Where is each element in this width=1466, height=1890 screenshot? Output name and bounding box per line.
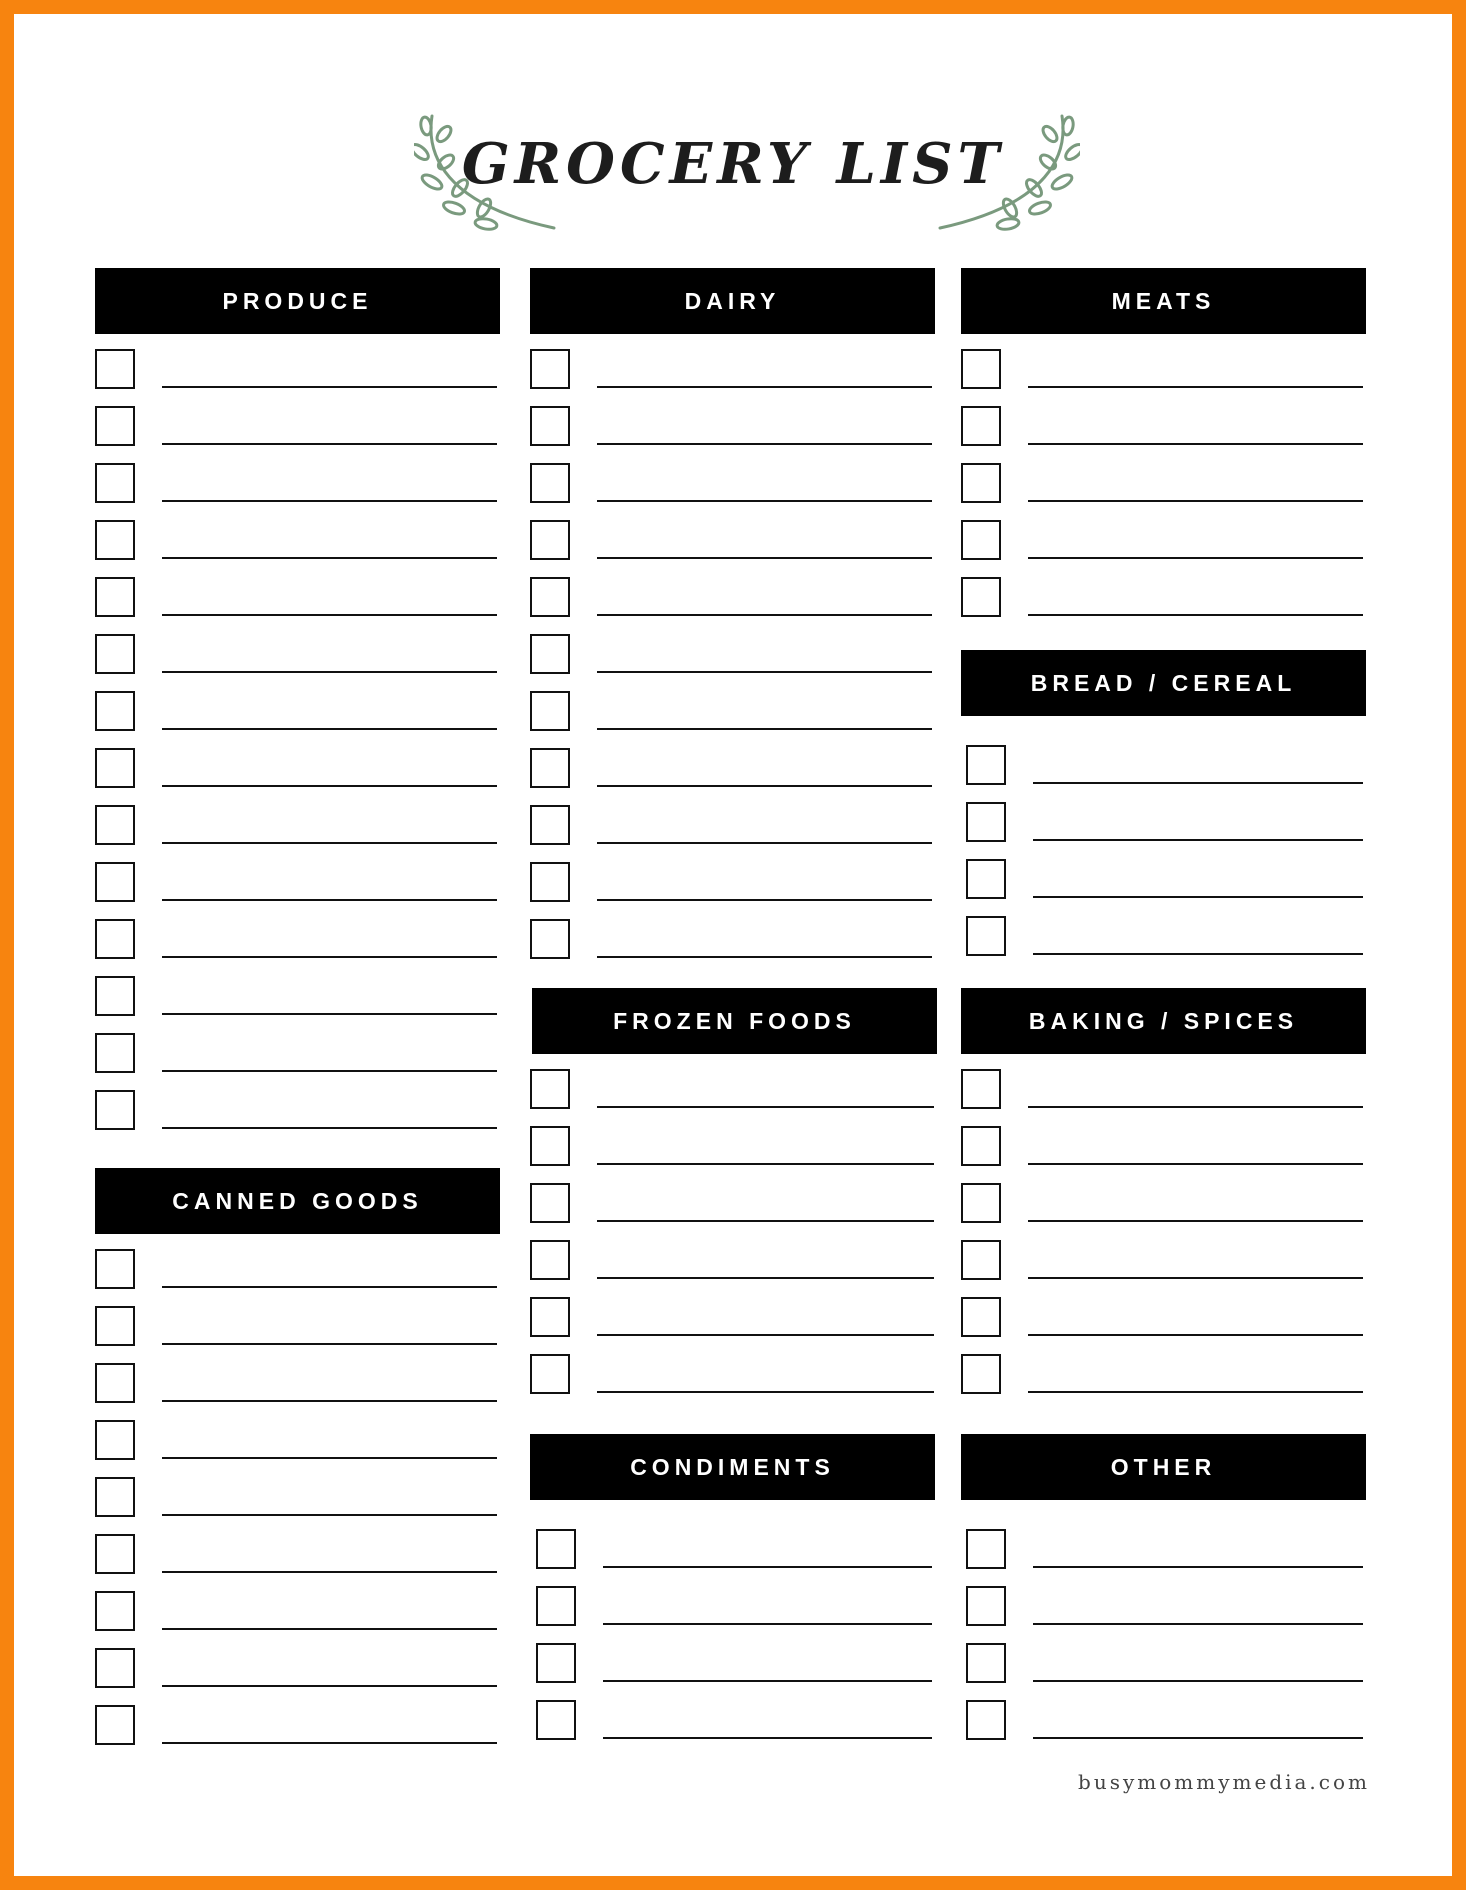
checkbox[interactable] (95, 1534, 135, 1574)
write-in-line[interactable] (162, 728, 497, 730)
write-in-line[interactable] (162, 1013, 497, 1015)
checkbox[interactable] (530, 1069, 570, 1109)
list-item (961, 1115, 1366, 1172)
write-in-line[interactable] (1033, 839, 1363, 841)
list-item (536, 1518, 935, 1575)
list-item (530, 1172, 937, 1229)
list-item (530, 452, 935, 509)
list-item (966, 734, 1366, 791)
write-in-line[interactable] (162, 1742, 497, 1744)
checkbox[interactable] (530, 1240, 570, 1280)
write-in-line[interactable] (1033, 1737, 1363, 1739)
checkbox[interactable] (536, 1586, 576, 1626)
checkbox[interactable] (961, 520, 1001, 560)
checkbox[interactable] (966, 1529, 1006, 1569)
write-in-line[interactable] (1028, 500, 1363, 502)
list-item (95, 566, 500, 623)
list-item (530, 1286, 937, 1343)
checkbox[interactable] (961, 1297, 1001, 1337)
list-item (961, 452, 1366, 509)
checkbox[interactable] (95, 634, 135, 674)
section-header: PRODUCE (95, 268, 500, 334)
write-in-line[interactable] (1033, 953, 1363, 955)
checkbox[interactable] (536, 1643, 576, 1683)
write-in-line[interactable] (1028, 1220, 1363, 1222)
list-item (966, 1689, 1366, 1746)
write-in-line[interactable] (603, 1623, 932, 1625)
write-in-line[interactable] (162, 1514, 497, 1516)
checkbox[interactable] (530, 634, 570, 674)
list-item (95, 908, 500, 965)
checkbox[interactable] (961, 406, 1001, 446)
list-item (961, 1229, 1366, 1286)
checkbox[interactable] (530, 1297, 570, 1337)
section-meats (961, 268, 1366, 623)
write-in-line[interactable] (162, 671, 497, 673)
list-item (95, 452, 500, 509)
list-item (961, 1286, 1366, 1343)
section-canned-goods (95, 1168, 500, 1751)
checkbox[interactable] (95, 1090, 135, 1130)
write-in-line[interactable] (1028, 1163, 1363, 1165)
checkbox[interactable] (530, 520, 570, 560)
list-item (95, 509, 500, 566)
checkbox[interactable] (95, 976, 135, 1016)
list-item (95, 1466, 500, 1523)
list-item (966, 905, 1366, 962)
list-item (530, 851, 935, 908)
write-in-line[interactable] (597, 386, 932, 388)
checkbox[interactable] (530, 748, 570, 788)
checkbox[interactable] (530, 1126, 570, 1166)
write-in-line[interactable] (162, 500, 497, 502)
checkbox[interactable] (530, 463, 570, 503)
list-item (95, 338, 500, 395)
checkbox[interactable] (95, 1033, 135, 1073)
write-in-line[interactable] (162, 1127, 497, 1129)
list-item (530, 509, 935, 566)
checkbox[interactable] (961, 349, 1001, 389)
list-item (961, 338, 1366, 395)
checkbox[interactable] (961, 463, 1001, 503)
checkbox[interactable] (530, 919, 570, 959)
section-header: DAIRY (530, 268, 935, 334)
list-item (966, 791, 1366, 848)
checkbox[interactable] (95, 862, 135, 902)
list-item (95, 1694, 500, 1751)
checkbox[interactable] (961, 1240, 1001, 1280)
checkbox[interactable] (95, 463, 135, 503)
write-in-line[interactable] (1033, 1680, 1363, 1682)
checkbox[interactable] (966, 1643, 1006, 1683)
write-in-line[interactable] (597, 785, 932, 787)
write-in-line[interactable] (603, 1680, 932, 1682)
write-in-line[interactable] (597, 842, 932, 844)
list-item (966, 1518, 1366, 1575)
section-header: MEATS (961, 268, 1366, 334)
write-in-line[interactable] (1028, 386, 1363, 388)
checkbox[interactable] (95, 406, 135, 446)
laurel-branch-icon (930, 104, 1080, 244)
checkbox[interactable] (536, 1700, 576, 1740)
list-item (95, 1295, 500, 1352)
write-in-line[interactable] (597, 443, 932, 445)
write-in-line[interactable] (162, 1343, 497, 1345)
write-in-line[interactable] (597, 671, 932, 673)
checkbox[interactable] (95, 1420, 135, 1460)
list-item (95, 1238, 500, 1295)
checkbox[interactable] (530, 406, 570, 446)
write-in-line[interactable] (162, 1070, 497, 1072)
write-in-line[interactable] (162, 1571, 497, 1573)
write-in-line[interactable] (1033, 782, 1363, 784)
write-in-line[interactable] (1028, 1391, 1363, 1393)
checkbox[interactable] (95, 1363, 135, 1403)
list-item (530, 338, 935, 395)
list-item (530, 794, 935, 851)
list-item (95, 1409, 500, 1466)
list-item (961, 1172, 1366, 1229)
write-in-line[interactable] (1033, 896, 1363, 898)
write-in-line[interactable] (1033, 1566, 1363, 1568)
checkbox[interactable] (536, 1529, 576, 1569)
list-item (961, 509, 1366, 566)
write-in-line[interactable] (162, 1286, 497, 1288)
write-in-line[interactable] (1033, 1623, 1363, 1625)
write-in-line[interactable] (162, 1685, 497, 1687)
list-item (530, 395, 935, 452)
checkbox[interactable] (530, 577, 570, 617)
section-bread-cereal (961, 650, 1366, 962)
footer-website: busymommymedia.com (1078, 1770, 1370, 1794)
list-item (530, 908, 935, 965)
section-other (961, 1434, 1366, 1746)
list-item (530, 680, 935, 737)
list-item (95, 1580, 500, 1637)
checkbox[interactable] (966, 745, 1006, 785)
checkbox[interactable] (95, 805, 135, 845)
write-in-line[interactable] (162, 899, 497, 901)
checkbox[interactable] (95, 691, 135, 731)
checkbox[interactable] (961, 1069, 1001, 1109)
write-in-line[interactable] (162, 842, 497, 844)
list-item (530, 1343, 937, 1400)
section-header: CONDIMENTS (530, 1434, 935, 1500)
checkbox[interactable] (961, 1183, 1001, 1223)
checkbox[interactable] (95, 748, 135, 788)
checkbox[interactable] (95, 1591, 135, 1631)
checkbox[interactable] (95, 349, 135, 389)
list-item (95, 1637, 500, 1694)
checkbox[interactable] (961, 1126, 1001, 1166)
checkbox[interactable] (530, 805, 570, 845)
write-in-line[interactable] (597, 1277, 934, 1279)
write-in-line[interactable] (1028, 443, 1363, 445)
section-header: OTHER (961, 1434, 1366, 1500)
write-in-line[interactable] (1028, 614, 1363, 616)
checkbox[interactable] (95, 1705, 135, 1745)
write-in-line[interactable] (597, 728, 932, 730)
write-in-line[interactable] (1028, 557, 1363, 559)
write-in-line[interactable] (597, 1220, 934, 1222)
write-in-line[interactable] (1028, 1277, 1363, 1279)
checkbox[interactable] (966, 916, 1006, 956)
checkbox[interactable] (530, 1183, 570, 1223)
list-item (961, 1343, 1366, 1400)
section-condiments (530, 1434, 935, 1746)
write-in-line[interactable] (162, 1628, 497, 1630)
list-item (95, 1352, 500, 1409)
page-title: GROCERY LIST (461, 131, 1005, 197)
list-item (536, 1575, 935, 1632)
list-item (95, 395, 500, 452)
list-item (95, 623, 500, 680)
checkbox[interactable] (966, 1586, 1006, 1626)
section-header: FROZEN FOODS (532, 988, 937, 1054)
write-in-line[interactable] (162, 557, 497, 559)
checkbox[interactable] (530, 1354, 570, 1394)
write-in-line[interactable] (597, 899, 932, 901)
checkbox[interactable] (95, 520, 135, 560)
list-item (95, 965, 500, 1022)
section-header: BREAD / CEREAL (961, 650, 1366, 716)
checkbox[interactable] (530, 349, 570, 389)
write-in-line[interactable] (162, 785, 497, 787)
checkbox[interactable] (95, 1306, 135, 1346)
section-header: BAKING / SPICES (961, 988, 1366, 1054)
list-item (530, 623, 935, 680)
write-in-line[interactable] (597, 1106, 934, 1108)
section-frozen-foods (532, 988, 937, 1400)
list-item (95, 1079, 500, 1136)
list-item (95, 1523, 500, 1580)
checkbox[interactable] (95, 1477, 135, 1517)
checkbox[interactable] (961, 1354, 1001, 1394)
write-in-line[interactable] (597, 956, 932, 958)
section-produce (95, 268, 500, 1136)
write-in-line[interactable] (162, 1400, 497, 1402)
write-in-line[interactable] (162, 443, 497, 445)
section-dairy (530, 268, 935, 965)
write-in-line[interactable] (597, 557, 932, 559)
list-item (95, 794, 500, 851)
list-item (961, 395, 1366, 452)
list-item (530, 566, 935, 623)
list-item (95, 1022, 500, 1079)
list-item (530, 737, 935, 794)
list-item (966, 848, 1366, 905)
write-in-line[interactable] (1028, 1106, 1363, 1108)
write-in-line[interactable] (597, 1163, 934, 1165)
list-item (961, 1058, 1366, 1115)
list-item (530, 1058, 937, 1115)
section-header: CANNED GOODS (95, 1168, 500, 1234)
checkbox[interactable] (966, 1700, 1006, 1740)
write-in-line[interactable] (162, 956, 497, 958)
write-in-line[interactable] (597, 1391, 934, 1393)
write-in-line[interactable] (603, 1737, 932, 1739)
write-in-line[interactable] (162, 1457, 497, 1459)
list-item (961, 566, 1366, 623)
list-item (95, 680, 500, 737)
section-baking-spices (961, 988, 1366, 1400)
checkbox[interactable] (95, 1648, 135, 1688)
list-item (966, 1575, 1366, 1632)
checkbox[interactable] (95, 577, 135, 617)
list-item (95, 851, 500, 908)
list-item (530, 1229, 937, 1286)
checkbox[interactable] (95, 1249, 135, 1289)
checkbox[interactable] (961, 577, 1001, 617)
list-item (95, 737, 500, 794)
checkbox[interactable] (95, 919, 135, 959)
write-in-line[interactable] (597, 614, 932, 616)
checkbox[interactable] (966, 859, 1006, 899)
list-item (530, 1115, 937, 1172)
write-in-line[interactable] (162, 386, 497, 388)
list-item (536, 1689, 935, 1746)
write-in-line[interactable] (597, 1334, 934, 1336)
list-item (966, 1632, 1366, 1689)
write-in-line[interactable] (1028, 1334, 1363, 1336)
checkbox[interactable] (530, 862, 570, 902)
checkbox[interactable] (966, 802, 1006, 842)
checkbox[interactable] (530, 691, 570, 731)
write-in-line[interactable] (162, 614, 497, 616)
list-item (536, 1632, 935, 1689)
write-in-line[interactable] (603, 1566, 932, 1568)
write-in-line[interactable] (597, 500, 932, 502)
